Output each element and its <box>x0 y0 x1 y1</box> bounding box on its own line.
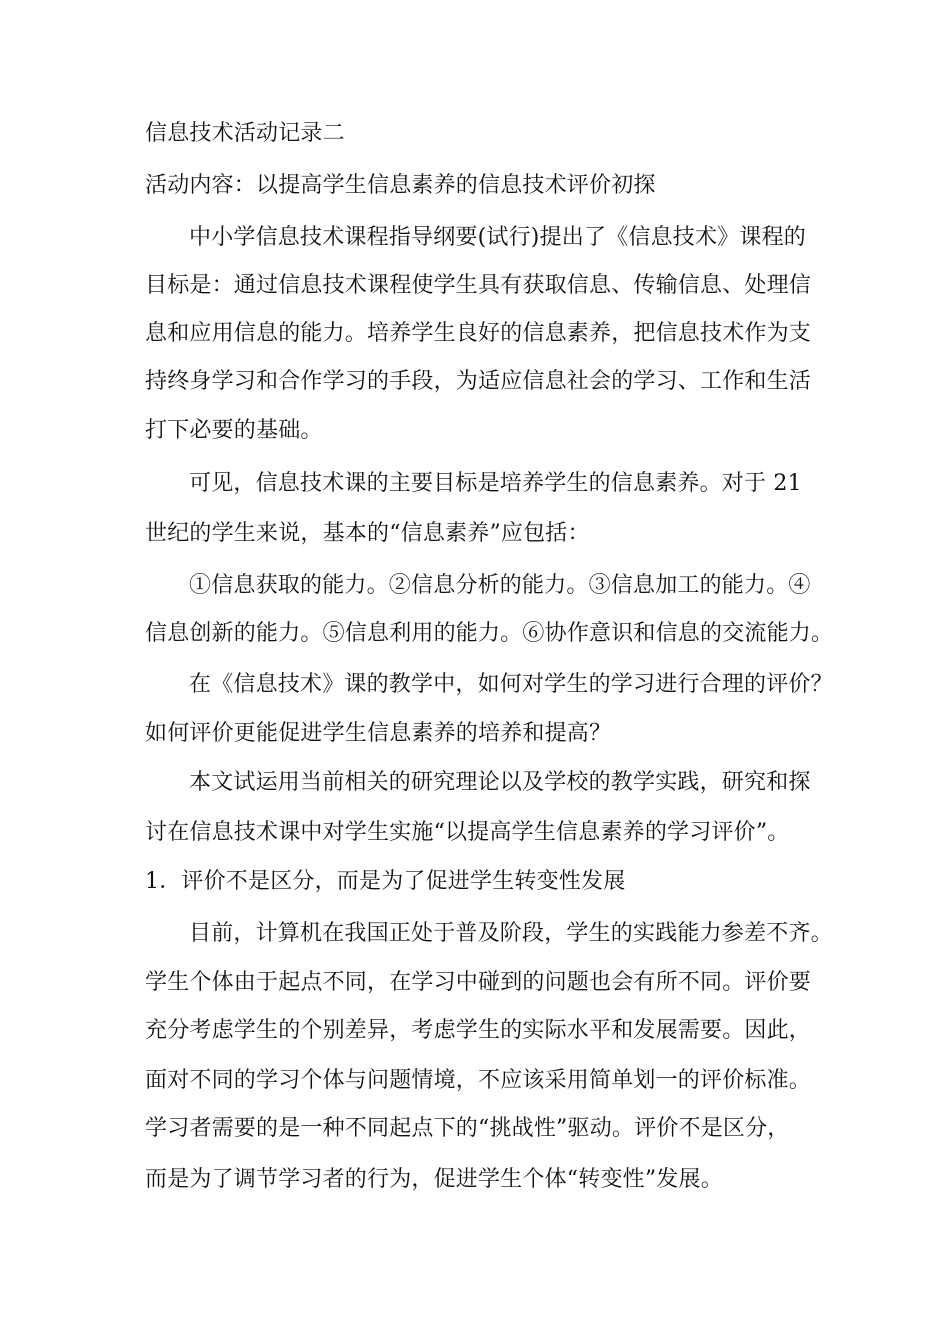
document-title: 信息技术活动记录二 <box>145 121 345 146</box>
paragraph-line: 学习者需要的是一种不同起点下的“挑战性”驱动。评价不是区分， <box>145 1116 790 1141</box>
paragraph-line: 可见，信息技术课的主要目标是培养学生的信息素养。对于 21 <box>189 471 802 496</box>
paragraph-line: 打下必要的基础。 <box>145 418 323 443</box>
paragraph-line: 目前，计算机在我国正处于普及阶段，学生的实践能力参差不齐。 <box>189 921 833 946</box>
paragraph-line: 面对不同的学习个体与问题情境，不应该采用简单划一的评价标准。 <box>145 1068 812 1093</box>
paragraph-line: ①信息获取的能力。②信息分析的能力。③信息加工的能力。④ <box>189 573 811 598</box>
section-heading: 1．评价不是区分，而是为了促进学生转变性发展 <box>145 869 626 894</box>
paragraph-line: 世纪的学生来说，基本的“信息素养”应包括： <box>145 521 590 546</box>
paragraph-line: 充分考虑学生的个别差异，考虑学生的实际水平和发展需要。因此， <box>145 1018 812 1043</box>
paragraph-line: 信息创新的能力。⑤信息利用的能力。⑥协作意识和信息的交流能力。 <box>145 621 834 646</box>
paragraph-line: 持终身学习和合作学习的手段，为适应信息社会的学习、工作和生活 <box>145 369 812 394</box>
paragraph-line: 讨在信息技术课中对学生实施“以提高学生信息素养的学习评价”。 <box>145 820 790 845</box>
paragraph-line: 息和应用信息的能力。培养学生良好的信息素养，把信息技术作为支 <box>145 321 812 346</box>
paragraph-line: 目标是：通过信息技术课程使学生具有获取信息、传输信息、处理信 <box>145 273 812 298</box>
paragraph-line: 在《信息技术》课的教学中，如何对学生的学习进行合理的评价？ <box>189 672 833 697</box>
paragraph-line: 如何评价更能促进学生信息素养的培养和提高？ <box>145 721 612 746</box>
paragraph-line: 而是为了调节学习者的行为，促进学生个体“转变性”发展。 <box>145 1167 723 1192</box>
activity-content-line: 活动内容：以提高学生信息素养的信息技术评价初探 <box>145 173 656 198</box>
paragraph-line: 本文试运用当前相关的研究理论以及学校的教学实践，研究和探 <box>189 770 811 795</box>
paragraph-line: 中小学信息技术课程指导纲要(试行)提出了《信息技术》课程的 <box>189 225 806 250</box>
paragraph-line: 学生个体由于起点不同，在学习中碰到的问题也会有所不同。评价要 <box>145 970 812 995</box>
